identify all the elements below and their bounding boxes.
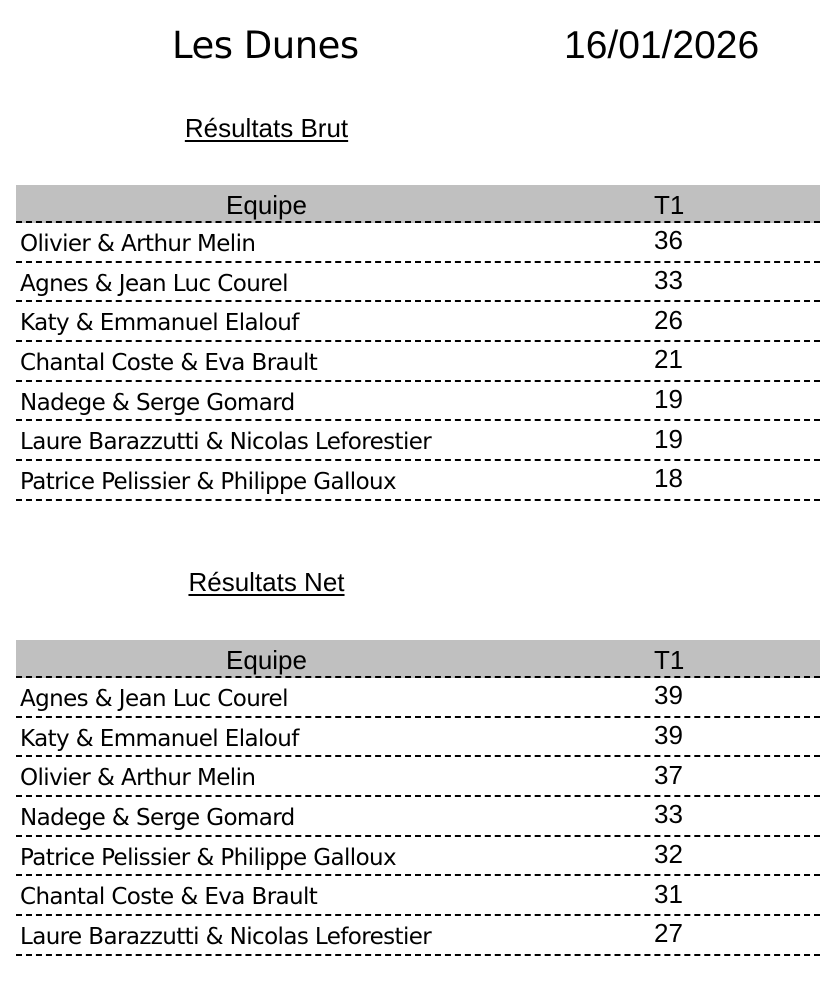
event-date: 16/01/2026 (564, 24, 760, 67)
brut-results-table (16, 185, 820, 501)
team-score: 36 (654, 225, 683, 256)
brut-team-column-header: Equipe (226, 189, 307, 220)
table-row (16, 421, 820, 461)
brut-score-column-header: T1 (654, 189, 685, 220)
table-row (16, 718, 820, 758)
net-header-row (16, 640, 820, 678)
team-name: Chantal Coste & Eva Brault (20, 884, 318, 911)
net-team-column-header: Equipe (226, 644, 307, 675)
venue-title: Les Dunes (172, 24, 359, 67)
table-row (16, 876, 820, 916)
team-score: 33 (654, 799, 683, 830)
table-row (16, 263, 820, 303)
team-name: Nadege & Serge Gomard (20, 389, 295, 416)
team-name: Laure Barazzutti & Nicolas Leforestier (20, 923, 432, 950)
team-score: 33 (654, 265, 683, 296)
team-name: Agnes & Jean Luc Courel (20, 270, 288, 297)
team-score: 37 (654, 759, 683, 790)
team-score: 19 (654, 384, 683, 415)
team-score: 26 (654, 304, 683, 335)
team-name: Chantal Coste & Eva Brault (20, 349, 318, 376)
net-results-table (16, 640, 820, 956)
table-row (16, 302, 820, 342)
net-score-column-header: T1 (654, 644, 685, 675)
team-score: 31 (654, 878, 683, 909)
table-row (16, 916, 820, 956)
team-score: 39 (654, 720, 683, 751)
table-row (16, 797, 820, 837)
team-name: Patrice Pelissier & Philippe Galloux (20, 844, 397, 871)
table-row (16, 678, 820, 718)
team-score: 27 (654, 918, 683, 949)
table-row (16, 382, 820, 422)
team-score: 19 (654, 423, 683, 454)
table-row (16, 757, 820, 797)
team-name: Olivier & Arthur Melin (20, 230, 256, 257)
table-row (16, 837, 820, 877)
table-row (16, 342, 820, 382)
table-row (16, 461, 820, 501)
net-section-title: Résultats Net (188, 567, 345, 597)
team-name: Agnes & Jean Luc Courel (20, 685, 288, 712)
team-score: 18 (654, 463, 683, 494)
team-score: 39 (654, 680, 683, 711)
team-name: Nadege & Serge Gomard (20, 804, 295, 831)
team-name: Olivier & Arthur Melin (20, 765, 256, 792)
team-score: 32 (654, 839, 683, 870)
team-name: Katy & Emmanuel Elalouf (20, 725, 299, 752)
team-name: Laure Barazzutti & Nicolas Leforestier (20, 429, 432, 456)
team-score: 21 (654, 344, 683, 375)
team-name: Katy & Emmanuel Elalouf (20, 310, 299, 337)
team-name: Patrice Pelissier & Philippe Galloux (20, 468, 397, 495)
brut-header-row (16, 185, 820, 223)
brut-section-title: Résultats Brut (184, 113, 349, 143)
table-row (16, 223, 820, 263)
